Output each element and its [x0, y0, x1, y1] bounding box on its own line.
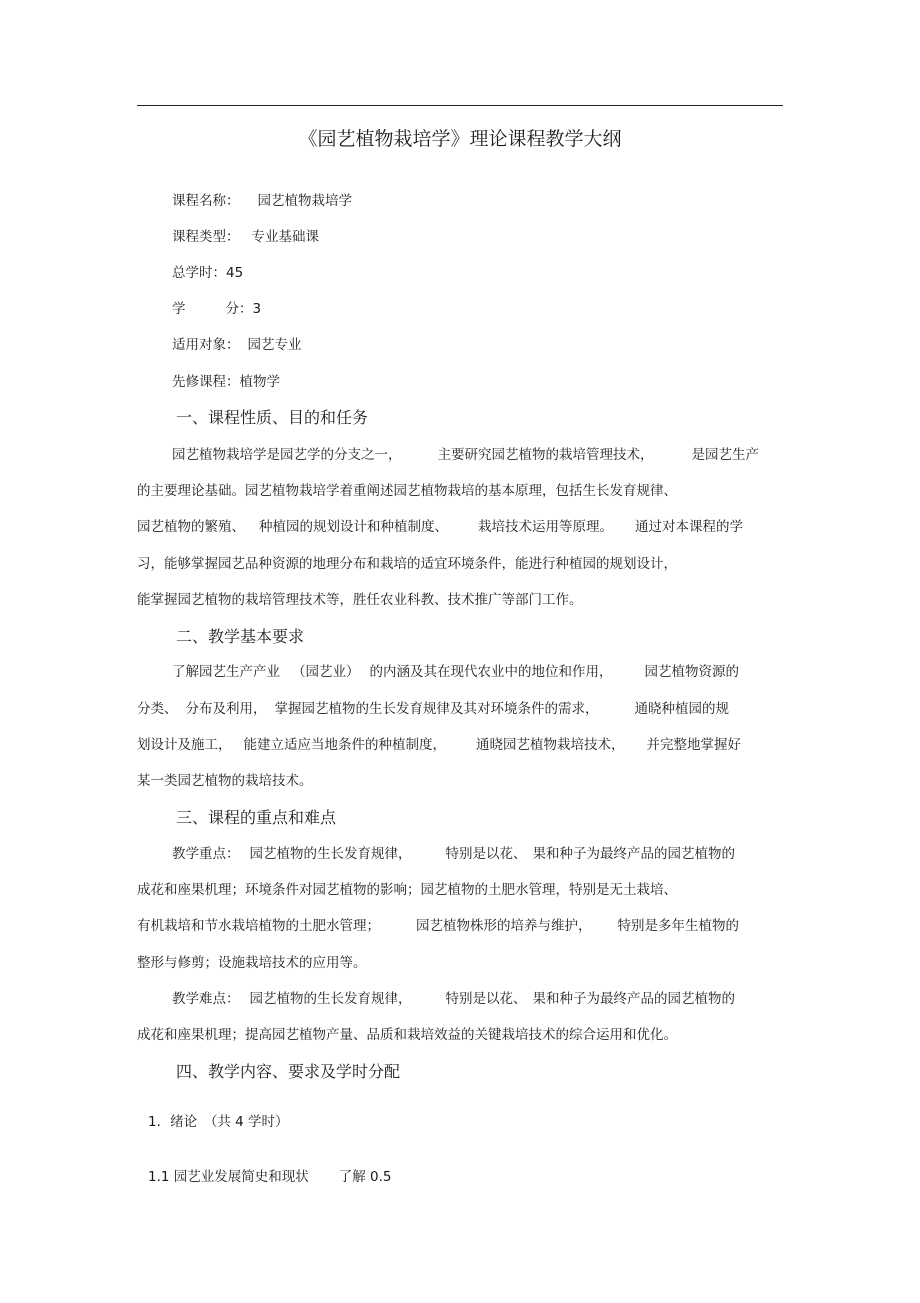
s1-l1c: 是园艺生产 [691, 447, 759, 463]
document-title: 《园艺植物栽培学》理论课程教学大纲 [298, 128, 622, 150]
s2-line1 [172, 662, 739, 682]
course-name-label: 课程名称： [172, 193, 240, 209]
credit-label-b: 分：3 [225, 301, 262, 317]
s3-k1c: 特别是以花、 [445, 846, 527, 862]
s2-l1b: （园艺业） [292, 664, 360, 680]
course-type-row [172, 227, 319, 247]
s1-line5: 能掌握园艺植物的栽培管理技术等，胜任农业科教、技术推广等部门工作。 [137, 592, 583, 608]
s4-item1-1 [148, 1167, 392, 1187]
s1-l1a: 园艺植物栽培学是园艺学的分支之一， [172, 447, 402, 463]
total-hours: 总学时：45 [172, 265, 244, 281]
s2-line4: 某一类园艺植物的栽培技术。 [137, 773, 313, 789]
course-type-label: 课程类型： [172, 229, 240, 245]
s1-line1 [172, 445, 759, 465]
s1-l3d: 通过对本课程的学 [635, 519, 743, 535]
s1-line2: 的主要理论基础。园艺植物栽培学着重阐述园艺植物栽培的基本原理，包括生长发育规律、 [137, 483, 677, 499]
s1-l3a: 园艺植物的繁殖、 [137, 519, 245, 535]
section1-heading: 一、课程性质、目的和任务 [176, 408, 369, 427]
s3-k1d: 果和种子为最终产品的园艺植物的 [532, 846, 735, 862]
s2-l2b: 分布及利用， [185, 701, 267, 717]
s3-diff-line2: 成花和座果机理；提高园艺植物产量、品质和栽培效益的关键栽培技术的综合运用和优化。 [137, 1027, 677, 1043]
s3-k1a: 教学重点： [172, 846, 240, 862]
course-name-value: 园艺植物栽培学 [257, 193, 352, 209]
s3-d1b: 园艺植物的生长发育规律， [249, 991, 412, 1007]
s4-item1: 1．绪论 （共 4 学时） [148, 1114, 289, 1130]
credit-row [172, 299, 261, 319]
target-value: 园艺专业 [247, 337, 302, 353]
s2-line3 [137, 735, 741, 755]
s3-key-line1 [172, 844, 735, 864]
s2-l1d: 园艺植物资源的 [644, 664, 739, 680]
s1-l3b: 种植园的规划设计和种植制度、 [259, 519, 448, 535]
s3-k3b: 园艺植物株形的培养与维护， [416, 918, 592, 934]
prerequisite: 先修课程：植物学 [172, 374, 280, 390]
top-rule [137, 105, 783, 106]
course-name-row [172, 191, 352, 211]
s1-l3c: 栽培技术运用等原理。 [478, 519, 613, 535]
s2-l2d: 通晓种植园的规 [634, 701, 729, 717]
section4-heading: 四、教学内容、要求及学时分配 [176, 1062, 401, 1081]
s2-l2a: 分类、 [137, 701, 178, 717]
s1-l1b: 主要研究园艺植物的栽培管理技术， [437, 447, 654, 463]
s3-k3a: 有机栽培和节水栽培植物的土肥水管理； [137, 918, 380, 934]
s4-item11a: 1.1 园艺业发展简史和现状 [148, 1169, 309, 1185]
s2-l1a: 了解园艺生产产业 [172, 664, 280, 680]
credit-label-a: 学 [172, 301, 186, 317]
s2-l2c: 掌握园艺植物的生长发育规律及其对环境条件的需求， [274, 701, 599, 717]
course-type-value: 专业基础课 [251, 229, 319, 245]
s2-l3c: 通晓园艺植物栽培技术， [476, 737, 625, 753]
target-row [172, 335, 302, 355]
s4-item11b: 了解 0.5 [338, 1169, 392, 1185]
s3-k3c: 特别是多年生植物的 [617, 918, 739, 934]
target-label: 适用对象： [172, 337, 240, 353]
s1-line4: 习，能够掌握园艺品种资源的地理分布和栽培的适宜环境条件，能进行种植园的规划设计， [137, 556, 677, 572]
s3-key-line3 [137, 916, 739, 936]
section2-heading: 二、教学基本要求 [176, 627, 305, 646]
s3-d1c: 特别是以花、 [445, 991, 527, 1007]
s3-d1d: 果和种子为最终产品的园艺植物的 [532, 991, 735, 1007]
s3-key-line2: 成花和座果机理；环境条件对园艺植物的影响；园艺植物的土肥水管理，特别是无土栽培、 [137, 882, 677, 898]
s1-line3 [137, 517, 743, 537]
s2-l3a: 划设计及施工， [137, 737, 232, 753]
section3-heading: 三、课程的重点和难点 [176, 808, 337, 827]
s2-l1c: 的内涵及其在现代农业中的地位和作用， [369, 664, 613, 680]
s2-l3b: 能建立适应当地条件的种植制度， [243, 737, 446, 753]
s3-k1b: 园艺植物的生长发育规律， [249, 846, 412, 862]
s3-d1a: 教学难点： [172, 991, 240, 1007]
s3-diff-line1 [172, 989, 735, 1009]
s2-line2 [137, 699, 729, 719]
s3-key-line4: 整形与修剪；设施栽培技术的应用等。 [137, 955, 367, 971]
s2-l3d: 并完整地掌握好 [646, 737, 741, 753]
